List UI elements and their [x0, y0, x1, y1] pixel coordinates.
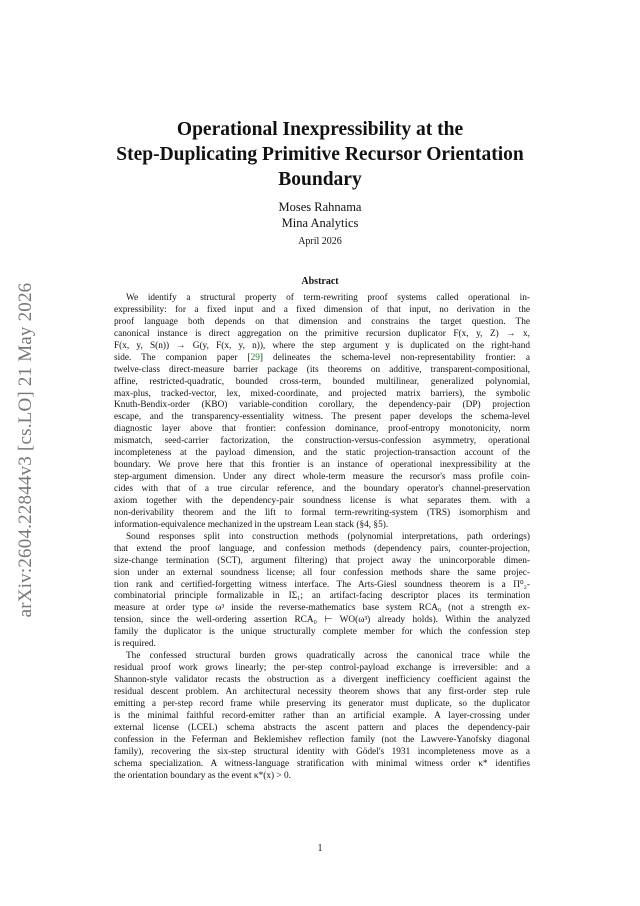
abstract-line: Shannon-style validator recasts the obstruction as a divergent inefficiency coefficient against the	[114, 675, 530, 685]
abstract-line: residual descent problem. An architectural necessity theorem shows that any first-order step rule	[114, 686, 530, 697]
abstract-heading: Abstract	[301, 276, 339, 287]
abstract-line: non-derivability theorem and the lift to formal term-rewriting-system (TRS) isomorphism and	[114, 507, 530, 518]
abstract-line: tion rank and certified-forgetting witness interface. The Arts-Giesl soundness theorem is a Π⁰₂-	[114, 579, 530, 590]
page-number: 1	[317, 843, 323, 854]
abstract-line: side. The companion paper [29] delineates the schema-level non-representability frontier: a	[114, 352, 531, 363]
abstract-line: is the minimal faithful record-emitter rather than an artificial example. A layer-crossing under	[114, 710, 530, 721]
abstract-line: escape, and the transparency-essentiality witness. The present paper develops the schema-level	[114, 412, 530, 423]
abstract-line: canonical instance is direct aggregation on the primitive recursion duplicator F(x, y, Z) → x,	[114, 328, 530, 339]
abstract-line: confession in the Feferman and Beklemishev reflection family (not the Lawvere-Yanofsky diagonal	[114, 734, 530, 745]
abstract-line: axiom together with the dependency-pair soundness license is what separates them. with a	[114, 495, 530, 506]
abstract-line: twelve-class direct-measure barrier package (its theorems on additive, transparent-compositional,	[114, 364, 530, 375]
abstract-line: Sound responses split into construction methods (polynomial interpretations, path orderings)	[126, 531, 530, 542]
paper-date: April 2026	[298, 236, 342, 247]
arxiv-identifier	[6, 260, 46, 640]
abstract-line: information-equivalence mechanized in the upstream Lean stack (§4, §5).	[114, 519, 389, 530]
abstract-line: The confessed structural burden grows quadratically across the canonical trace while the	[126, 651, 530, 662]
abstract-line: schema specialization. A witness-language stratification with minimal witness order κ* identifies	[114, 758, 530, 769]
abstract-line: combinatorial principle formalizable in IΣ₁; an artifact-facing descriptor places its termination	[114, 591, 530, 602]
abstract-body	[114, 293, 530, 782]
abstract-line: step-argument dimension. Under any direct whole-term measure the recursor's mass profile coin-	[114, 472, 530, 483]
abstract-line: expressibility: for a fixed input and a fixed dimension of that input, no derivation in the	[114, 304, 530, 315]
abstract-line: family), recovering the six-step structural identity with Gödel's 1931 incompleteness move as a	[114, 746, 530, 757]
abstract-line: affine, restricted-quadratic, bounded cross-term, bounded multilinear, generalized polynomial,	[114, 376, 530, 387]
abstract-line: that extend the proof language, and confession methods (dependency pairs, counter-projection,	[114, 543, 530, 554]
abstract-line: We identify a structural property of term-rewriting proof systems called operational in-	[126, 293, 530, 303]
abstract-line: proof language both depends on that dimension and constrains the target question. The	[114, 316, 530, 327]
title-line: Boundary	[278, 169, 362, 190]
abstract-line: is required.	[114, 639, 156, 650]
abstract-line: boundary. We prove here that this frontier is an instance of operational inexpressibility at the	[114, 460, 530, 471]
abstract-line: cides with that of a true circular reference, and the boundary operator's channel-preservation	[114, 484, 530, 494]
abstract-line: sion under an external soundness license; all four confession methods share the same projec-	[114, 567, 530, 578]
abstract-line: Knuth-Bendix-order (KBO) variable-condition corollary, the dependency-pair (DP) projection	[114, 400, 530, 411]
author-name: Moses Rahnama	[278, 200, 362, 214]
abstract-line: diagnostic layer above that frontier: confession dominance, proof-entropy monotonicity, norm	[114, 424, 530, 435]
abstract-line: mismatch, seed-carrier factorization, the construction-versus-confession asymmetry, operational	[114, 436, 530, 447]
citation-link[interactable]: 29	[250, 352, 260, 363]
abstract-line: emitting a per-step record frame while preserving its generator must duplicate, so the duplicator	[114, 698, 530, 709]
abstract-line: measure at order type ω³ inside the reverse-mathematics base system RCA₀ (not a strength ex-	[114, 603, 530, 614]
abstract-line: external license (LCEL) schema abstracts the ascent pattern and places the dependency-pair	[114, 722, 530, 733]
abstract-line: the orientation boundary as the event κ*(x) > 0.	[114, 770, 291, 781]
title-line: Step-Duplicating Primitive Recursor Orientation	[116, 144, 524, 165]
abstract-line: tension, since the well-ordering assertion RCA₀ ⊢ WO(ω³) already holds). Within the analyzed	[114, 615, 530, 626]
abstract-line: incompleteness at the payload dimension, and the static projection-transaction account of the	[114, 448, 530, 459]
abstract-line: F(x, y, S(n)) → G(y, F(x, y, n)), where the step argument y is duplicated on the right-hand	[114, 340, 530, 351]
abstract-line: size-change termination (SCT), argument filtering) that project away the unincorporable dimen-	[114, 555, 530, 566]
title-line: Operational Inexpressibility at the	[176, 119, 464, 140]
paper-title	[70, 117, 570, 192]
author-block	[70, 199, 570, 231]
arxiv-identifier-text: arXiv:2604.22844v3 [cs.LO] 21 May 2026	[15, 282, 36, 618]
abstract-line: max-plus, tracked-vector, lex, mixed-coordinate, and projected matrix barriers), the symbolic	[114, 388, 530, 399]
abstract-line: family the duplicator is the unique structurally complete member for which the confession step	[114, 627, 530, 638]
author-affiliation: Mina Analytics	[281, 216, 359, 230]
abstract-line: residual proof work grows linearly; the per-step control-payload exchange is irreversible: and a	[114, 663, 530, 674]
